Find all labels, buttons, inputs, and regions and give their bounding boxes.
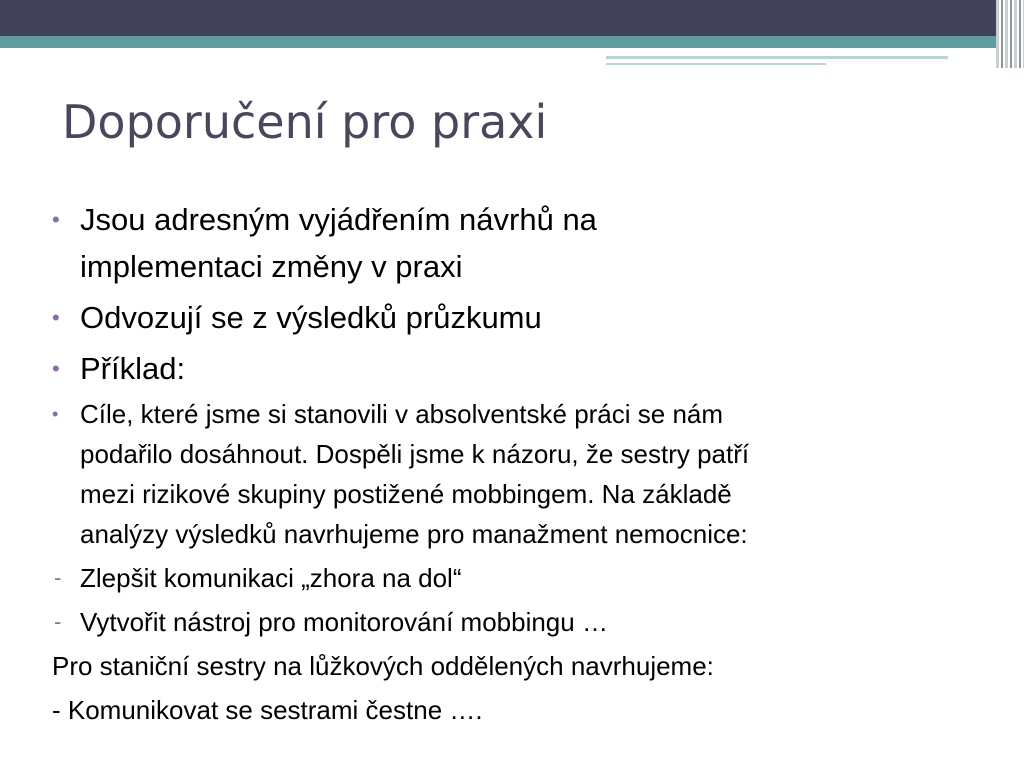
dash-item xyxy=(0,602,1024,642)
bullet-marker: • xyxy=(52,404,59,424)
bullet-line: mezi rizikové skupiny postižené mobbingem. Na základě xyxy=(80,479,732,509)
dash-marker: - xyxy=(54,565,62,590)
dash-item xyxy=(0,558,1024,598)
bullet-item xyxy=(0,294,1024,341)
slide-content xyxy=(0,196,1024,730)
bullet-line: analýzy výsledků navrhujeme pro manažment nemocnice: xyxy=(80,519,748,549)
header-band-dark xyxy=(0,0,1024,36)
bullet-item-small xyxy=(0,394,1024,554)
bullet-marker: • xyxy=(52,207,60,232)
header-accent-line-short xyxy=(606,63,826,65)
header-corner-stripes xyxy=(996,0,1024,68)
bullet-line: Cíle, které jsme si stanovili v absolventské práci se nám xyxy=(80,399,724,429)
bullet-line: Příklad: xyxy=(80,351,186,386)
bullet-line: Jsou adresným vyjádřením návrhů na xyxy=(80,202,597,237)
bullet-item xyxy=(0,196,1024,290)
footer-line: - Komunikovat se sestrami čestne …. xyxy=(52,695,483,725)
dash-marker: - xyxy=(54,609,62,634)
bullet-line: podařilo dosáhnout. Dospěli jsme k názoru, že sestry patří xyxy=(80,439,750,469)
bullet-item xyxy=(0,345,1024,392)
header-band-teal xyxy=(0,36,1000,48)
footer-line: Pro staniční sestry na lůžkových oddělených navrhujeme: xyxy=(52,651,714,681)
bullet-line: implementaci změny v praxi xyxy=(80,249,463,284)
dash-item-text: Vytvořit nástroj pro monitorování mobbingu … xyxy=(80,607,608,637)
bullet-marker: • xyxy=(52,356,60,381)
header-accent-line xyxy=(606,56,948,59)
bullet-line: Odvozují se z výsledků průzkumu xyxy=(80,300,542,335)
bullet-marker: • xyxy=(52,305,60,330)
dash-item-text: Zlepšit komunikaci „zhora na dol“ xyxy=(80,563,462,593)
slide-title: Doporučení pro praxi xyxy=(62,95,548,149)
